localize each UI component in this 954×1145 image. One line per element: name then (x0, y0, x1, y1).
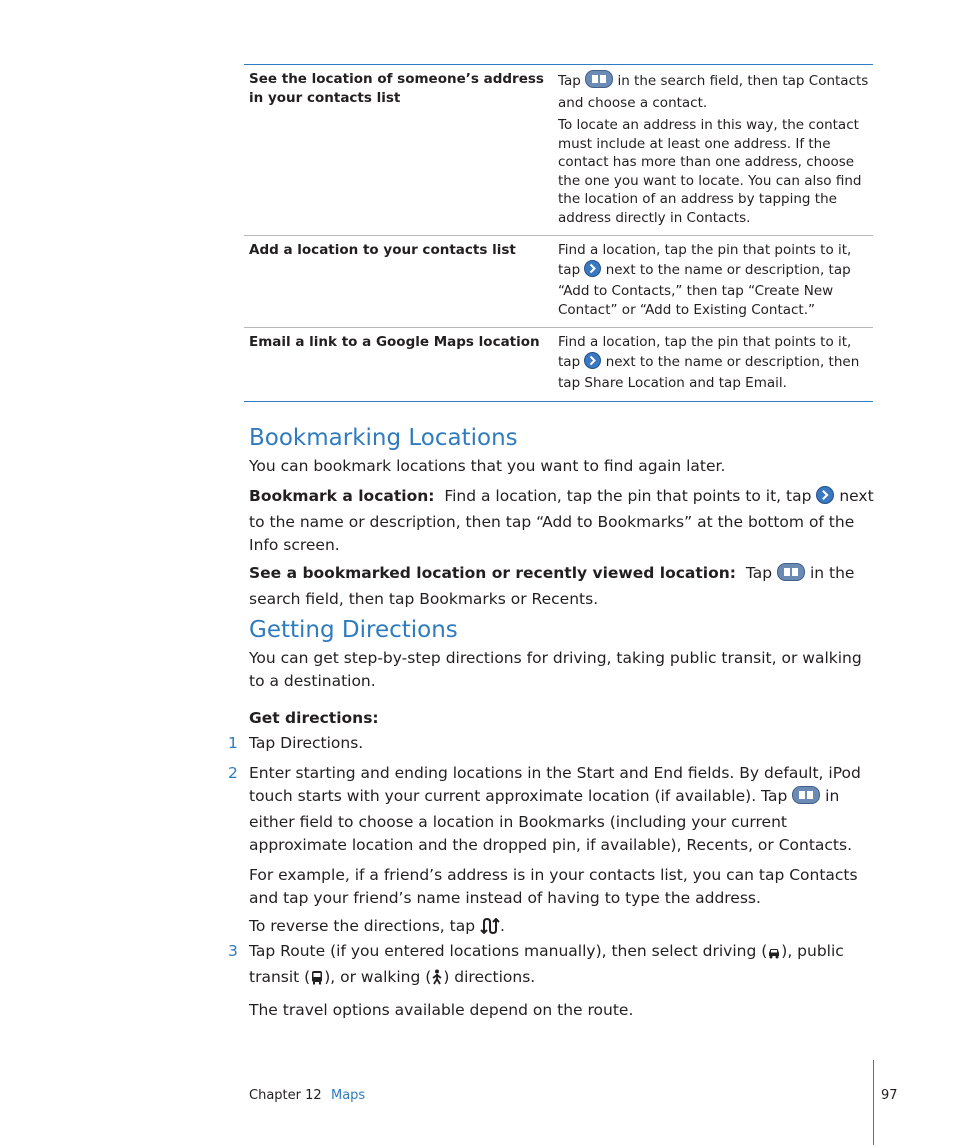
bookmarks-icon (792, 786, 820, 811)
footer-divider (873, 1060, 874, 1145)
travel-options-note: The travel options available depend on the route. (249, 1001, 634, 1019)
bus-icon (310, 969, 324, 992)
swap-directions-icon (480, 918, 500, 941)
detail-disclosure-icon (816, 486, 834, 511)
car-icon (767, 943, 781, 966)
note: To locate an address in this way, the contact must include at least one address. If the contact has more than one address, choose the one you want to locate. You can also find the location of an address by tapping the address directly in Contacts. (558, 117, 862, 226)
task-cell: Add a location to your contacts list (249, 242, 516, 258)
step-text: Enter starting and ending locations in the Start and End fields. By default, iPod touch starts with your current approximate location (if available). Tap in either field to choose a location in Bookmarks (including your current approximate location and the dropped pin, if available), Recents, or Contacts. (249, 764, 861, 854)
step-example: For example, if a friend’s address is in your contacts list, you can tap Contacts and tap your friend’s name instead of having to type the address. (249, 866, 858, 907)
step-1 (228, 732, 874, 755)
table-row (244, 65, 873, 236)
step-text: Tap Route (if you entered locations manually), then select driving ( ), public transit ( ), or walking ( ) directions. (249, 940, 874, 992)
instruction-cell: Find a location, tap the pin that points to it, tap next to the name or description, then tap Share Location and tap Email. (558, 334, 860, 391)
instruction-cell: Tap in the search field, then tap Contacts and choose a contact. To locate an address in this way, the contact must include at least one address. If the contact has more than one address, choose the one you want to locate. You can also find the location of an address by tapping the address directly in Contacts. (558, 70, 873, 227)
footer-chapter: Chapter 12 (249, 1088, 322, 1103)
step-number: 1 (228, 734, 238, 752)
directions-heading: Getting Directions (249, 617, 458, 643)
bookmarks-icon (777, 563, 805, 588)
directions-intro: You can get step-by-step directions for driving, taking public transit, or walking to a destination. (249, 649, 862, 690)
footer-section: Maps (331, 1088, 366, 1103)
task-cell: Email a link to a Google Maps location (249, 334, 540, 350)
instruction-cell: Find a location, tap the pin that points to it, tap next to the name or description, tap “Add to Contacts,” then tap “Create New Contact” or “Add to Existing Contact.” (558, 242, 852, 318)
table-row (244, 328, 873, 402)
step-2 (228, 762, 874, 941)
table-row (244, 236, 873, 328)
reverse-directions: To reverse the directions, tap . (249, 915, 874, 941)
task-table (244, 64, 873, 402)
bookmark-location-paragraph: Bookmark a location: Find a location, tap the pin that points to it, tap next to the name or description, then tap “Add to Bookmarks” at the bottom of the Info screen. (249, 487, 874, 554)
bookmarks-icon (585, 70, 613, 94)
walking-icon (431, 969, 443, 992)
bookmarking-section (249, 455, 874, 611)
step-3 (228, 940, 874, 1022)
bookmarking-heading: Bookmarking Locations (249, 425, 518, 451)
see-bookmark-paragraph: See a bookmarked location or recently viewed location: Tap in the search field, then tap Bookmarks or Recents. (249, 564, 855, 608)
bookmarking-intro: You can bookmark locations that you want to find again later. (249, 457, 726, 475)
get-directions-label: Get directions: (249, 709, 379, 727)
step-number: 2 (228, 764, 238, 782)
detail-disclosure-icon (584, 352, 601, 375)
step-number: 3 (228, 942, 238, 960)
task-cell: See the location of someone’s address in your contacts list (249, 71, 544, 106)
step-text: Tap Directions. (249, 734, 364, 752)
detail-disclosure-icon (584, 260, 601, 283)
page-number: 97 (881, 1088, 898, 1103)
